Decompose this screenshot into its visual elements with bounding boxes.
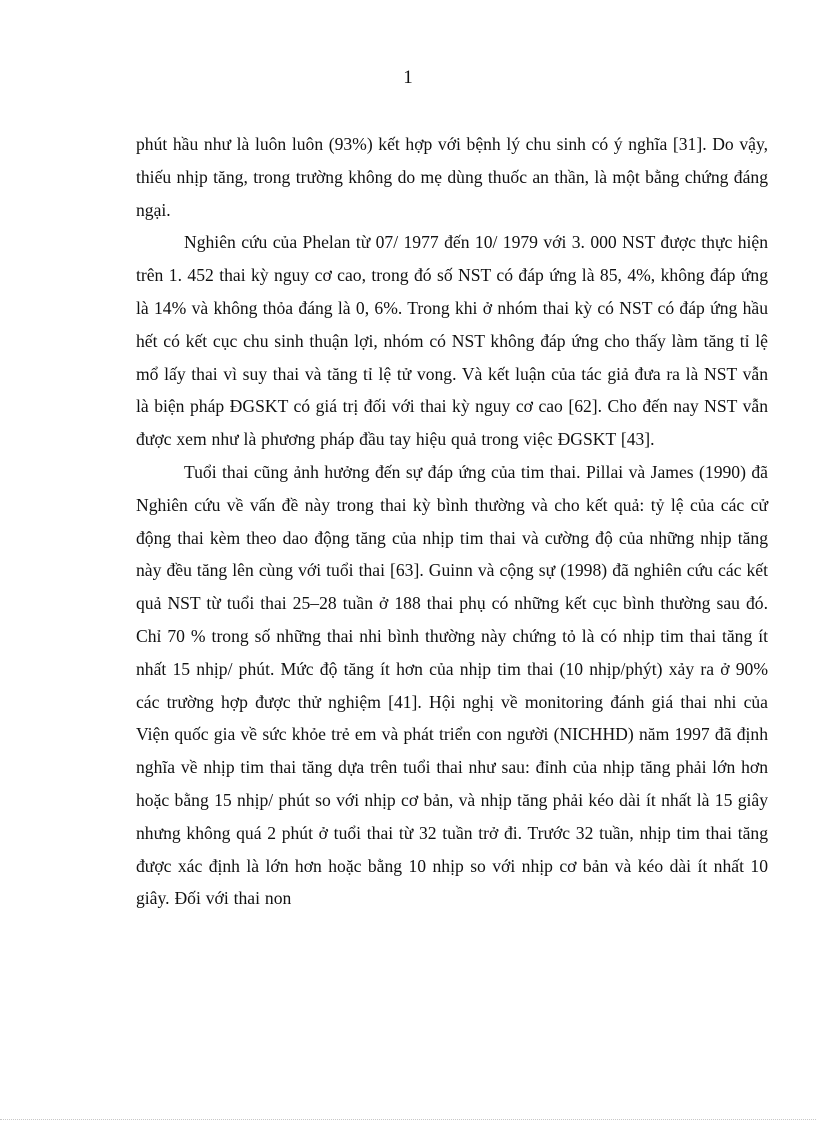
page-bottom-border [0, 1119, 816, 1120]
document-body [136, 128, 768, 915]
page-number: 1 [403, 67, 413, 88]
paragraph-2: Nghiên cứu của Phelan từ 07/ 1977 đến 10/ 1979 với 3. 000 NST được thực hiện trên 1. 452 thai kỳ nguy cơ cao, trong đó số NST có đáp ứng là 85, 4%, không đáp ứng là 14% và không thỏa đáng là 0, 6%. Trong khi ở nhóm thai kỳ có NST có đáp ứng hầu hết có kết cục chu sinh thuận lợi, nhóm có NST không đáp ứng cho thấy làm tăng tỉ lệ mổ lấy thai vì suy thai và tăng tỉ lệ tử vong. Và kết luận của tác giả đưa ra là NST vẫn là biện pháp ĐGSKT có giá trị đối với thai kỳ nguy cơ cao [62]. Cho đến nay NST vẫn được xem như là phương pháp đầu tay hiệu quả trong việc ĐGSKT [43]. [136, 232, 768, 450]
paragraph-1: phút hầu như là luôn luôn (93%) kết hợp với bệnh lý chu sinh có ý nghĩa [31]. Do vậy, thiếu nhịp tăng, trong trường không do mẹ dùng thuốc an thần, là một bằng chứng đáng ngại. [136, 134, 768, 220]
paragraph-3: Tuổi thai cũng ảnh hưởng đến sự đáp ứng của tim thai. Pillai và James (1990) đã Nghiên cứu về vấn đề này trong thai kỳ bình thường và cho kết quả: tỷ lệ của các cử động thai kèm theo dao động tăng của nhịp tim thai và cường độ của những nhịp tăng này đều tăng lên cùng với tuổi thai [63]. Guinn và cộng sự (1998) đã nghiên cứu các kết quả NST từ tuổi thai 25–28 tuần ở 188 thai phụ có những kết cục bình thường sau đó. Chỉ 70 % trong số những thai nhi bình thường này chứng tỏ là có nhịp tim thai tăng ít nhất 15 nhịp/ phút. Mức độ tăng ít hơn của nhịp tim thai (10 nhịp/phýt) xảy ra ở 90% các trường hợp được thử nghiệm [41]. Hội nghị về monitoring đánh giá thai nhi của Viện quốc gia về sức khỏe trẻ em và phát triển con người (NICHHD) năm 1997 đã định nghĩa về nhịp tim thai tăng dựa trên tuổi thai như sau: đỉnh của nhịp tăng phải lớn hơn hoặc bằng 15 nhịp/ phút so với nhịp cơ bản, và nhịp tăng phải kéo dài ít nhất là 15 giây nhưng không quá 2 phút ở tuổi thai từ 32 tuần trở đi. Trước 32 tuần, nhịp tim thai tăng được xác định là lớn hơn hoặc bằng 10 nhịp so với nhịp cơ bản và kéo dài ít nhất 10 giây. Đối với thai non [136, 461, 768, 909]
